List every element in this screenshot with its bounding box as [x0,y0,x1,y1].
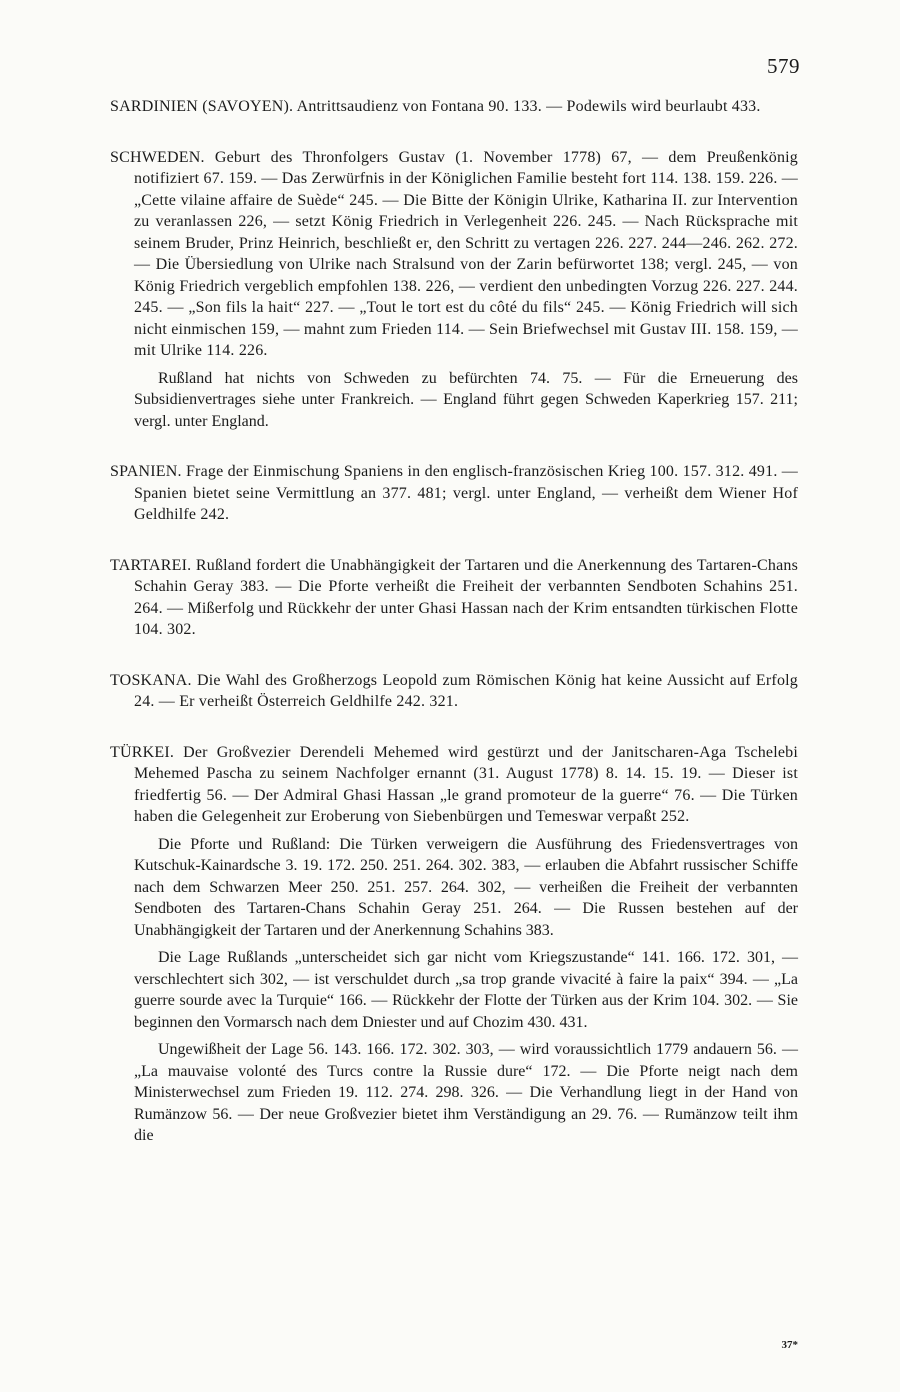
entry-paragraph: TÜRKEI. Der Großvezier Derendeli Mehemed wird gestürzt und der Janitscharen-Aga Tschelebi Mehemed Pascha zu seinem Nachfolger ernannt (31. August 1778) 8. 14. 15. 19. — Dieser ist friedfertig 56. — Der Admiral Ghasi Hassan „le grand promoteur de la guerre“ 76. — Die Türken haben die Gelegenheit zur Eroberung von Siebenbürgen und Temeswar verpaßt 252. [110,743,798,825]
entry-spanien [110,461,798,526]
entry-schweden [110,147,798,433]
entry-subparagraph: Die Pforte und Rußland: Die Türken verweigern die Ausführung des Friedensvertrages von Kutschuk-Kainardsche 3. 19. 172. 250. 251. 264. 302. 383, — erlauben die Abfahrt russischer Schiffe nach dem Schwarzen Meer 250. 251. 257. 264. 302, — verheißen die Freiheit der verbannten Sendboten des Tartaren-Chans Schahin Geray 251. 264. — Die Russen bestehen auf der Unabhängigkeit der Tartaren und der Anerkennung Schahins 383. [134,835,798,939]
entry-paragraph: SCHWEDEN. Geburt des Thronfolgers Gustav (1. November 1778) 67, — dem Preußenkönig notifiziert 67. 159. — Das Zerwürfnis in der Königlichen Familie besteht fort 114. 138. 159. 226. — „Cette vilaine affaire de Suède“ 245. — Die Bitte der Königin Ulrike, Katharina II. zur Intervention zu veranlassen 226, — setzt König Friedrich in Verlegenheit 226. 245. — Nach Rücksprache mit seinem Bruder, Prinz Heinrich, beschließt er, den Schritt zu vertagen 226. 227. 244—246. 262. 272. — Die Übersiedlung von Ulrike nach Stralsund von der Zarin befürwortet 138; vergl. 245, — von König Friedrich vergeblich empfohlen 138. 226, — verdient den unbedingten Vorzug 226. 227. 244. 245. — „Son fils la hait“ 227. — „Tout le tort est du côté du fils“ 245. — König Friedrich will sich nicht einmischen 159, — mahnt zum Frieden 114. — Sein Briefwechsel mit Gustav III. 158. 159, — mit Ulrike 114. 226. [110,148,798,359]
entry-subparagraph: Die Lage Rußlands „unterscheidet sich gar nicht vom Kriegszustande“ 141. 166. 172. 301, — verschlechtert sich 302, — ist verschuldet durch „sa trop grande vivacité à faire la paix“ 394. — „La guerre sourde avec la Turquie“ 166. — Rückkehr der Flotte der Türken aus der Krim 104. 302. — Sie beginnen den Vormarsch nach dem Dniester und auf Chozim 430. 431. [134,949,798,1031]
entry-subparagraph: Rußland hat nichts von Schweden zu befürchten 74. 75. — Für die Erneuerung des Subsidienvertrages siehe unter Frankreich. — England führt gegen Schweden Kaperkrieg 157. 211; vergl. unter England. [134,369,798,430]
entry-tuerkei [110,742,798,1147]
index-text [110,96,798,1176]
entry-toskana [110,670,798,713]
entry-paragraph: TOSKANA. Die Wahl des Großherzogs Leopold zum Römischen König hat keine Aussicht auf Erfolg 24. — Er verheißt Österreich Geldhilfe 242. 321. [110,671,798,710]
entry-paragraph: SARDINIEN (SAVOYEN). Antrittsaudienz von Fontana 90. 133. — Podewils wird beurlaubt 433. [110,98,761,115]
signature-mark: 37* [781,1339,798,1351]
page-number: 579 [767,54,800,78]
entry-subparagraph: Ungewißheit der Lage 56. 143. 166. 172. 302. 303, — wird voraussichtlich 1779 andauern 56. — „La mauvaise volonté des Turcs contre la Russie dure“ 172. — Die Pforte neigt nach dem Ministerwechsel zum Frieden 19. 112. 274. 298. 326. — Die Verhandlung liegt in der Hand von Rumänzow 56. — Der neue Großvezier bietet ihm Verständigung an 29. 76. — Rumänzow teilt ihm die [134,1041,798,1144]
entry-sardinien [110,96,798,118]
entry-tartarei [110,555,798,641]
entry-paragraph: TARTAREI. Rußland fordert die Unabhängigkeit der Tartaren und die Anerkennung des Tartaren-Chans Schahin Geray 383. — Die Pforte verheißt die Freiheit der verbannten Sendboten Schahins 251. 264. — Mißerfolg und Rückkehr der unter Ghasi Hassan nach der Krim entsandten türkischen Flotte 104. 302. [110,556,798,638]
entry-paragraph: SPANIEN. Frage der Einmischung Spaniens in den englisch-französischen Krieg 100. 157. 312. 491. — Spanien bietet seine Vermittlung an 377. 481; vergl. unter England, — verheißt dem Wiener Hof Geldhilfe 242. [110,463,798,523]
